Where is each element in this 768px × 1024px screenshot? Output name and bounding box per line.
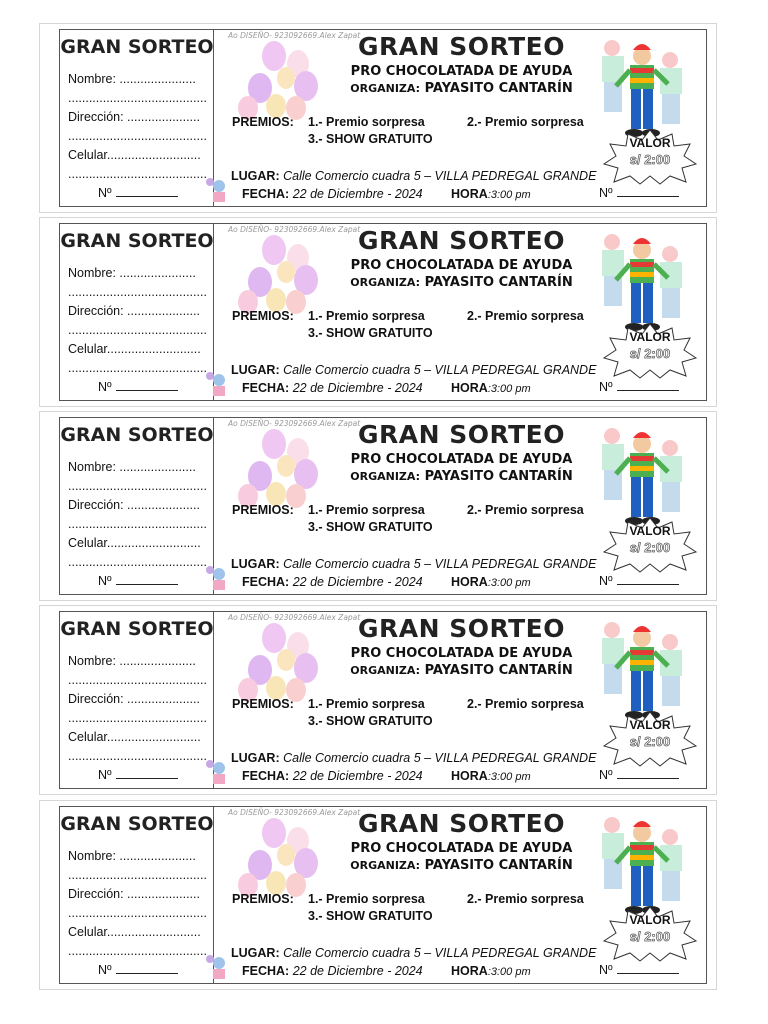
stub-number-label: Nº <box>98 186 112 200</box>
ticket-number-label: Nº <box>599 768 613 782</box>
time-value: :3:00 pm <box>487 189 531 201</box>
stub-name-field: Nombre: ...................... <box>68 72 196 86</box>
raffle-subtitle: PRO CHOCOLATADA DE AYUDA <box>350 646 573 661</box>
time-value: :3:00 pm <box>487 383 531 395</box>
location-label: LUGAR: <box>231 363 280 377</box>
organizer-label: ORGANIZA: <box>350 470 421 483</box>
price-value: s/ 2:00 <box>629 734 671 749</box>
stub-address-line: ........................................ <box>68 711 207 725</box>
prize-2: 2.- Premio sorpresa <box>467 309 584 323</box>
stub-phone-line: ........................................ <box>68 167 207 181</box>
raffle-title: GRAN SORTEO <box>357 226 565 255</box>
raffle-title: GRAN SORTEO <box>357 614 565 643</box>
raffle-title: GRAN SORTEO <box>357 420 565 449</box>
raffle-subtitle: PRO CHOCOLATADA DE AYUDA <box>350 64 573 79</box>
prize-2: 2.- Premio sorpresa <box>467 115 584 129</box>
ticket-number <box>599 768 679 782</box>
stub-number <box>98 574 178 588</box>
clown-image <box>596 811 688 919</box>
organizer-name: PAYASITO CANTARÍN <box>424 858 573 873</box>
stub-name-line: ........................................ <box>68 673 207 687</box>
location-value: Calle Comercio cuadra 5 – VILLA PEDREGAL GRANDE <box>283 946 597 960</box>
price-badge <box>602 905 698 963</box>
date-line <box>242 769 423 783</box>
raffle-title: GRAN SORTEO <box>357 32 565 61</box>
stub-phone-field: Celular........................... <box>68 925 201 939</box>
location-label: LUGAR: <box>231 557 280 571</box>
mini-clown-image <box>204 370 234 400</box>
price-label: VALOR <box>629 136 671 150</box>
price-value: s/ 2:00 <box>629 540 671 555</box>
prizes-label: PREMIOS: <box>232 309 294 323</box>
prize-3: 3.- SHOW GRATUITO <box>308 714 433 728</box>
organizer-name: PAYASITO CANTARÍN <box>424 663 573 678</box>
location-label: LUGAR: <box>231 169 280 183</box>
ticket-body <box>214 612 706 788</box>
organizer-line <box>309 275 614 290</box>
time-line <box>451 381 531 395</box>
organizer-label: ORGANIZA: <box>350 664 421 677</box>
stub-title: GRAN SORTEO <box>60 813 214 835</box>
time-label: HORA <box>451 769 488 783</box>
price-label: VALOR <box>629 330 671 344</box>
organizer-name: PAYASITO CANTARÍN <box>424 81 573 96</box>
prize-2: 2.- Premio sorpresa <box>467 503 584 517</box>
date-line <box>242 575 423 589</box>
prizes-label: PREMIOS: <box>232 697 294 711</box>
stub-number-label: Nº <box>98 574 112 588</box>
stub-phone-field: Celular........................... <box>68 730 201 744</box>
price-value: s/ 2:00 <box>629 346 671 361</box>
location-value: Calle Comercio cuadra 5 – VILLA PEDREGAL GRANDE <box>283 169 597 183</box>
prize-1: 1.- Premio sorpresa <box>308 309 425 323</box>
ticket <box>59 223 707 401</box>
prizes-label: PREMIOS: <box>232 503 294 517</box>
stub-name-line: ........................................ <box>68 285 207 299</box>
organizer-name: PAYASITO CANTARÍN <box>424 275 573 290</box>
price-badge <box>602 516 698 574</box>
ticket <box>59 29 707 207</box>
organizer-line <box>309 663 614 678</box>
designer-watermark: Ao DISEÑO- 923092669.Alex Zapat <box>228 613 361 622</box>
organizer-line <box>309 81 614 96</box>
date-value: 22 de Diciembre - 2024 <box>292 187 423 201</box>
ticket-stub <box>60 612 214 788</box>
mini-clown-image <box>204 758 234 788</box>
stub-name-line: ........................................ <box>68 91 207 105</box>
price-label: VALOR <box>629 913 671 927</box>
raffle-subtitle: PRO CHOCOLATADA DE AYUDA <box>350 452 573 467</box>
clown-image <box>596 228 688 336</box>
date-value: 22 de Diciembre - 2024 <box>292 381 423 395</box>
ticket-card-1 <box>39 23 717 213</box>
organizer-label: ORGANIZA: <box>350 859 421 872</box>
ticket-stub <box>60 30 214 206</box>
location-value: Calle Comercio cuadra 5 – VILLA PEDREGAL GRANDE <box>283 751 597 765</box>
ticket-number-label: Nº <box>599 380 613 394</box>
stub-address-line: ........................................ <box>68 323 207 337</box>
time-value: :3:00 pm <box>487 966 531 978</box>
ticket-stub <box>60 224 214 400</box>
ticket-body <box>214 807 706 983</box>
price-label: VALOR <box>629 524 671 538</box>
date-label: FECHA: <box>242 187 290 201</box>
ticket-number-label: Nº <box>599 963 613 977</box>
stub-name-field: Nombre: ...................... <box>68 460 196 474</box>
stub-title: GRAN SORTEO <box>60 618 214 640</box>
date-label: FECHA: <box>242 964 290 978</box>
stub-number-label: Nº <box>98 380 112 394</box>
raffle-subtitle: PRO CHOCOLATADA DE AYUDA <box>350 841 573 856</box>
location-line <box>231 557 596 571</box>
time-label: HORA <box>451 575 488 589</box>
stub-address-line: ........................................ <box>68 517 207 531</box>
price-badge <box>602 710 698 768</box>
stub-address-field: Dirección: ..................... <box>68 498 200 512</box>
designer-watermark: Ao DISEÑO- 923092669.Alex Zapat <box>228 225 361 234</box>
stub-address-field: Dirección: ..................... <box>68 110 200 124</box>
organizer-label: ORGANIZA: <box>350 276 421 289</box>
ticket <box>59 806 707 984</box>
ticket-number-label: Nº <box>599 574 613 588</box>
clown-image <box>596 616 688 724</box>
raffle-title: GRAN SORTEO <box>357 809 565 838</box>
ticket-card-2 <box>39 217 717 407</box>
raffle-subtitle: PRO CHOCOLATADA DE AYUDA <box>350 258 573 273</box>
stub-number <box>98 768 178 782</box>
time-value: :3:00 pm <box>487 771 531 783</box>
stub-phone-field: Celular........................... <box>68 148 201 162</box>
price-badge <box>602 322 698 380</box>
designer-watermark: Ao DISEÑO- 923092669.Alex Zapat <box>228 31 361 40</box>
time-value: :3:00 pm <box>487 577 531 589</box>
location-value: Calle Comercio cuadra 5 – VILLA PEDREGAL GRANDE <box>283 557 597 571</box>
date-line <box>242 381 423 395</box>
prize-1: 1.- Premio sorpresa <box>308 115 425 129</box>
ticket-stub <box>60 807 214 983</box>
location-value: Calle Comercio cuadra 5 – VILLA PEDREGAL GRANDE <box>283 363 597 377</box>
stub-number <box>98 186 178 200</box>
mini-clown-image <box>204 176 234 206</box>
location-line <box>231 169 596 183</box>
time-label: HORA <box>451 381 488 395</box>
ticket-body <box>214 224 706 400</box>
stub-phone-field: Celular........................... <box>68 342 201 356</box>
stub-address-field: Dirección: ..................... <box>68 887 200 901</box>
prizes-label: PREMIOS: <box>232 892 294 906</box>
ticket <box>59 417 707 595</box>
designer-watermark: Ao DISEÑO- 923092669.Alex Zapat <box>228 419 361 428</box>
stub-title: GRAN SORTEO <box>60 36 214 58</box>
ticket-stub <box>60 418 214 594</box>
stub-address-line: ........................................ <box>68 906 207 920</box>
time-label: HORA <box>451 187 488 201</box>
stub-name-field: Nombre: ...................... <box>68 654 196 668</box>
date-label: FECHA: <box>242 575 290 589</box>
prize-3: 3.- SHOW GRATUITO <box>308 326 433 340</box>
prizes-label: PREMIOS: <box>232 115 294 129</box>
stub-number <box>98 380 178 394</box>
stub-name-line: ........................................ <box>68 479 207 493</box>
stub-title: GRAN SORTEO <box>60 230 214 252</box>
stub-phone-field: Celular........................... <box>68 536 201 550</box>
stub-title: GRAN SORTEO <box>60 424 214 446</box>
stub-phone-line: ........................................ <box>68 555 207 569</box>
stub-name-field: Nombre: ...................... <box>68 849 196 863</box>
mini-clown-image <box>204 953 234 983</box>
ticket-number <box>599 574 679 588</box>
date-label: FECHA: <box>242 381 290 395</box>
time-line <box>451 575 531 589</box>
prize-1: 1.- Premio sorpresa <box>308 503 425 517</box>
designer-watermark: Ao DISEÑO- 923092669.Alex Zapat <box>228 808 361 817</box>
organizer-name: PAYASITO CANTARÍN <box>424 469 573 484</box>
stub-number-label: Nº <box>98 768 112 782</box>
stub-phone-line: ........................................ <box>68 944 207 958</box>
clown-image <box>596 422 688 530</box>
prize-3: 3.- SHOW GRATUITO <box>308 520 433 534</box>
prize-1: 1.- Premio sorpresa <box>308 697 425 711</box>
date-line <box>242 964 423 978</box>
prize-2: 2.- Premio sorpresa <box>467 892 584 906</box>
organizer-line <box>309 858 614 873</box>
location-line <box>231 751 596 765</box>
mini-clown-image <box>204 564 234 594</box>
stub-address-field: Dirección: ..................... <box>68 304 200 318</box>
stub-phone-line: ........................................ <box>68 749 207 763</box>
ticket-body <box>214 30 706 206</box>
clown-image <box>596 34 688 142</box>
time-label: HORA <box>451 964 488 978</box>
ticket-number-label: Nº <box>599 186 613 200</box>
stub-number <box>98 963 178 977</box>
prize-1: 1.- Premio sorpresa <box>308 892 425 906</box>
location-label: LUGAR: <box>231 751 280 765</box>
stub-name-line: ........................................ <box>68 868 207 882</box>
ticket-number <box>599 380 679 394</box>
stub-number-label: Nº <box>98 963 112 977</box>
price-badge <box>602 128 698 186</box>
ticket-card-5 <box>39 800 717 990</box>
date-value: 22 de Diciembre - 2024 <box>292 964 423 978</box>
date-value: 22 de Diciembre - 2024 <box>292 769 423 783</box>
date-line <box>242 187 423 201</box>
stub-phone-line: ........................................ <box>68 361 207 375</box>
ticket-number <box>599 963 679 977</box>
prize-2: 2.- Premio sorpresa <box>467 697 584 711</box>
ticket-number <box>599 186 679 200</box>
time-line <box>451 769 531 783</box>
organizer-line <box>309 469 614 484</box>
ticket-body <box>214 418 706 594</box>
date-value: 22 de Diciembre - 2024 <box>292 575 423 589</box>
location-line <box>231 946 596 960</box>
time-line <box>451 187 531 201</box>
price-label: VALOR <box>629 718 671 732</box>
price-value: s/ 2:00 <box>629 929 671 944</box>
time-line <box>451 964 531 978</box>
organizer-label: ORGANIZA: <box>350 82 421 95</box>
stub-address-line: ........................................ <box>68 129 207 143</box>
price-value: s/ 2:00 <box>629 152 671 167</box>
location-label: LUGAR: <box>231 946 280 960</box>
ticket <box>59 611 707 789</box>
stub-address-field: Dirección: ..................... <box>68 692 200 706</box>
location-line <box>231 363 596 377</box>
ticket-card-3 <box>39 411 717 601</box>
date-label: FECHA: <box>242 769 290 783</box>
stub-name-field: Nombre: ...................... <box>68 266 196 280</box>
ticket-card-4 <box>39 605 717 795</box>
prize-3: 3.- SHOW GRATUITO <box>308 132 433 146</box>
prize-3: 3.- SHOW GRATUITO <box>308 909 433 923</box>
